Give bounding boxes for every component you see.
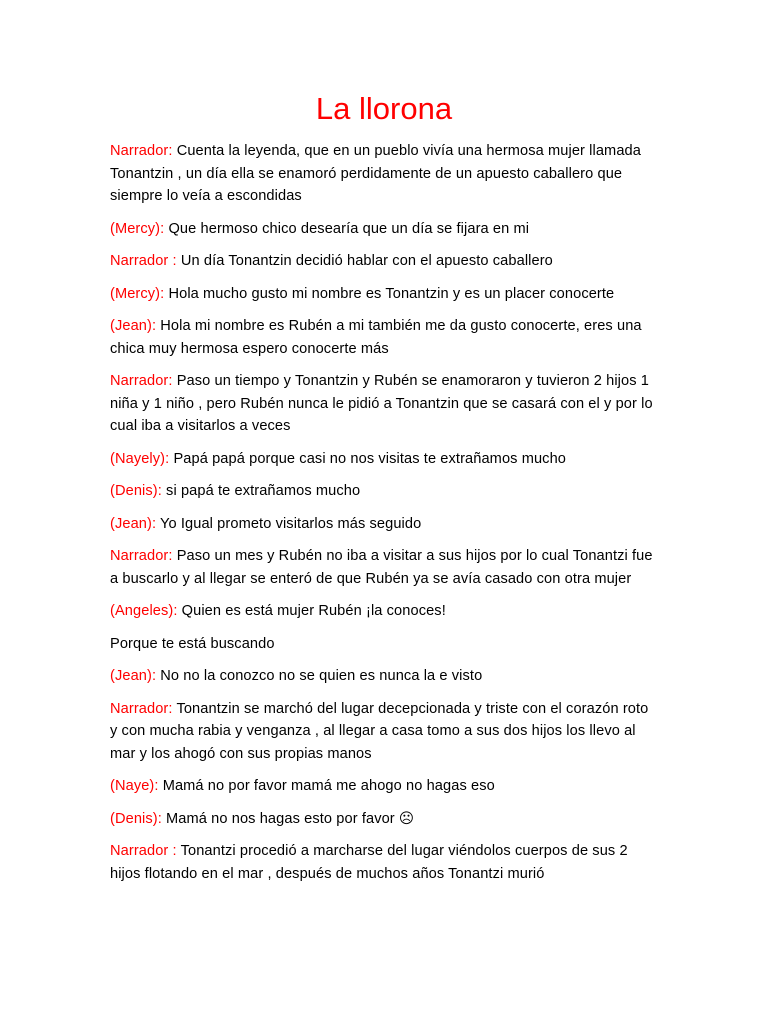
dialogue-text: Quien es está mujer Rubén ¡la conoces!: [177, 603, 446, 619]
speaker-label: (Jean):: [110, 318, 157, 334]
dialogue-text: Papá papá porque casi no nos visitas te extrañamos mucho: [169, 450, 567, 467]
speaker-label: Narrador:: [110, 548, 173, 564]
dialogue-text: Tonantzi procedió a marcharse del lugar viéndolos cuerpos de sus 2 hijos flotando en el mar , después de muchos años Tonantzi murió: [110, 843, 628, 882]
dialogue-text: Porque te está buscando: [110, 635, 275, 652]
document-title: La llorona: [315, 91, 453, 126]
dialogue-text: Que hermoso chico desearía que un día se fijara en mi: [164, 220, 530, 237]
dialogue-paragraph: [110, 808, 658, 831]
dialogue-text: Tonantzin se marchó del lugar decepcionada y triste con el corazón roto y con mucha rabia y venganza , al llegar a casa tomo a sus dos hijos los llevo al mar y los ahogó con sus propias manos: [110, 700, 649, 762]
dialogue-paragraph: [110, 370, 658, 438]
speaker-label: Narrador:: [110, 373, 173, 389]
speaker-label: Narrador:: [110, 143, 173, 159]
dialogue-paragraph: [110, 250, 658, 273]
dialogue-paragraph: [110, 545, 658, 590]
dialogue-paragraph: [110, 480, 658, 503]
speaker-label: (Jean):: [110, 515, 157, 532]
dialogue-paragraph: [110, 218, 658, 241]
dialogue-paragraph: [110, 283, 658, 306]
dialogue-paragraph: [110, 698, 658, 766]
speaker-label: (Denis):: [110, 810, 162, 827]
speaker-label: (Nayely):: [110, 450, 170, 467]
dialogue-paragraph: [110, 513, 658, 536]
dialogue-text: No no la conozco no se quien es nunca la e visto: [156, 668, 483, 684]
dialogue-paragraph: [110, 633, 658, 656]
dialogue-text: Hola mucho gusto mi nombre es Tonantzin y es un placer conocerte: [164, 285, 615, 302]
dialogue-text: Paso un tiempo y Tonantzin y Rubén se enamoraron y tuvieron 2 hijos 1 niña y 1 niño , pero Rubén nunca le pidió a Tonantzin que se casará con el y por lo cual iba a visitarlos a veces: [110, 373, 653, 434]
dialogue-text: Mamá no nos hagas esto por favor ☹: [161, 810, 415, 827]
speaker-label: (Denis):: [110, 483, 162, 499]
speaker-label: (Mercy):: [110, 285, 165, 302]
script-body: [110, 140, 658, 885]
dialogue-text: si papá te extrañamos mucho: [161, 483, 361, 499]
dialogue-text: Paso un mes y Rubén no iba a visitar a sus hijos por lo cual Tonantzi fue a buscarlo y al llegar se enteró de que Rubén ya se avía casado con otra mujer: [110, 548, 653, 587]
dialogue-text: Hola mi nombre es Rubén a mi también me da gusto conocerte, eres una chica muy hermosa espero conocerte más: [110, 318, 642, 357]
dialogue-text: Cuenta la leyenda, que en un pueblo vivía una hermosa mujer llamada Tonantzin , un día ella se enamoró perdidamente de un apuesto caballero que siempre lo veía a escondidas: [110, 143, 641, 204]
dialogue-paragraph: [110, 315, 658, 360]
dialogue-text: Yo Igual prometo visitarlos más seguido: [156, 515, 422, 532]
speaker-label: (Jean):: [110, 668, 157, 684]
speaker-label: Narrador:: [110, 700, 173, 717]
dialogue-paragraph: [110, 600, 658, 623]
speaker-label: Narrador :: [110, 253, 177, 269]
speaker-label: Narrador :: [110, 843, 177, 859]
dialogue-paragraph: [110, 140, 658, 208]
dialogue-text: Un día Tonantzin decidió hablar con el apuesto caballero: [176, 253, 553, 269]
dialogue-paragraph: [110, 840, 658, 885]
dialogue-paragraph: [110, 448, 658, 471]
dialogue-text: Mamá no por favor mamá me ahogo no hagas eso: [158, 778, 495, 794]
speaker-label: (Angeles):: [110, 603, 178, 619]
dialogue-paragraph: [110, 775, 658, 798]
speaker-label: (Naye):: [110, 778, 159, 794]
speaker-label: (Mercy):: [110, 220, 165, 237]
dialogue-paragraph: [110, 665, 658, 688]
